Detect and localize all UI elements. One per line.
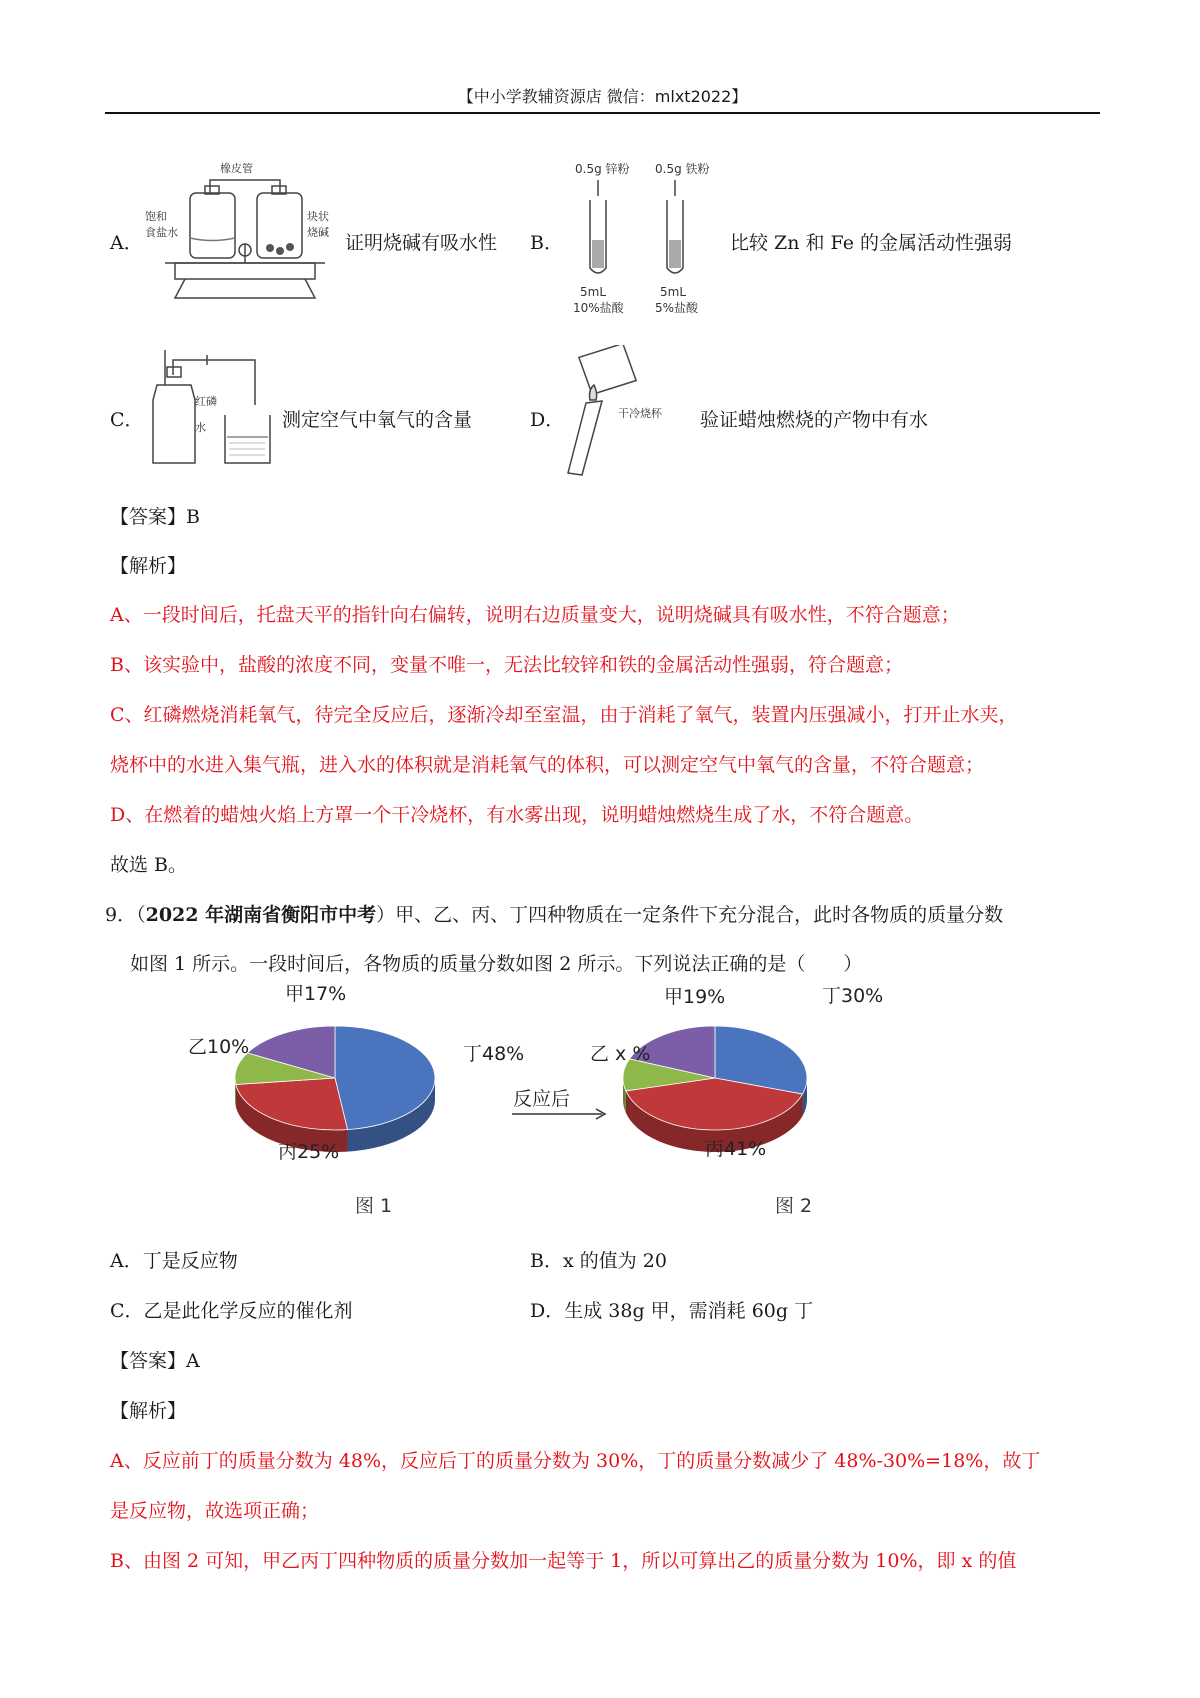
q9-analysis-heading: 【解析】	[110, 1400, 187, 1422]
dry-cold-beaker-label: 干冷烧杯	[618, 407, 662, 420]
q8-option-d-text: 验证蜡烛燃烧的产物中有水	[700, 409, 929, 431]
hcl2-volume-label: 5mL	[660, 285, 687, 299]
q8-analysis-line: A、一段时间后，托盘天平的指针向右偏转，说明右边质量变大，说明烧碱具有吸水性，不符合题意；	[110, 604, 960, 626]
q9-source: 2022 年湖南省衡阳市中考	[145, 904, 377, 926]
rubber-tube-label: 橡皮管	[220, 162, 253, 175]
red-phosphorus-label: 红磷	[195, 395, 217, 408]
q9-option-d: D．生成 38g 甲，需消耗 60g 丁	[530, 1300, 814, 1322]
page-header: 【中小学教辅资源店 微信：mlxt2022】	[457, 87, 748, 106]
naoh-label-1: 块状	[307, 210, 329, 223]
q8-option-b-text: 比较 Zn 和 Fe 的金属活动性强弱	[730, 232, 1012, 254]
q8-analysis-line: B、该实验中，盐酸的浓度不同，变量不唯一，无法比较锌和铁的金属活动性强弱，符合题意；	[110, 654, 903, 676]
pie2-label-jia: 甲19%	[664, 986, 726, 1008]
pie1-label-jia: 甲17%	[285, 983, 347, 1005]
reaction-arrow-label: 反应后	[513, 1088, 571, 1110]
zinc-label: 0.5g 锌粉	[575, 162, 630, 176]
pie2-label-ding: 丁30%	[822, 985, 884, 1007]
q9-option-a: A．丁是反应物	[110, 1250, 238, 1272]
q9-option-b: B．x 的值为 20	[530, 1250, 667, 1272]
q8-analysis-heading: 【解析】	[110, 555, 187, 577]
pie-chart-1	[235, 1026, 435, 1152]
pie2-label-bing: 丙41%	[705, 1138, 767, 1160]
q8-analysis-line: D、在燃着的蜡烛火焰上方罩一个干冷烧杯，有水雾出现，说明蜡烛燃烧生成了水，不符合题意。	[110, 804, 924, 826]
q9-pie-charts	[160, 980, 920, 1225]
iron-label: 0.5g 铁粉	[655, 162, 710, 176]
pie1-label-ding: 丁48%	[463, 1043, 525, 1065]
q9-option-c: C．乙是此化学反应的催化剂	[110, 1300, 353, 1322]
q8-answer: 【答案】B	[110, 506, 200, 528]
header-rule	[105, 112, 1100, 114]
q8-option-d-label: D．	[530, 409, 565, 431]
q8-figure-d-candle	[560, 345, 690, 480]
q8-option-a-text: 证明烧碱有吸水性	[345, 232, 498, 254]
q9-analysis-line: 是反应物，故选项正确；	[110, 1500, 320, 1522]
q8-option-c-label: C．	[110, 409, 144, 431]
q9-analysis-line: A、反应前丁的质量分数为 48%，反应后丁的质量分数为 30%，丁的质量分数减少了 48%-30%=18%，故丁	[110, 1450, 1041, 1472]
q8-analysis-line: C、红磷燃烧消耗氧气，待完全反应后，逐渐冷却至室温，由于消耗了氧气，装置内压强减小，打开止水夹，	[110, 704, 1018, 726]
pie1-label-bing: 丙25%	[278, 1141, 340, 1163]
naoh-label-2: 烧碱	[307, 226, 329, 239]
water-label: 水	[195, 421, 206, 434]
pie-chart-2	[623, 1026, 807, 1152]
q8-figure-a-balance	[145, 158, 340, 303]
q9-stem-line-2: 如图 1 所示。一段时间后，各物质的质量分数如图 2 所示。下列说法正确的是（ ）	[130, 953, 863, 975]
q8-analysis-line: 烧杯中的水进入集气瓶，进入水的体积就是消耗氧气的体积，可以测定空气中氧气的含量，不符合题意；	[110, 754, 985, 776]
saline-label-2: 食盐水	[145, 226, 178, 239]
pie1-label-yi: 乙10%	[188, 1036, 250, 1058]
q9-analysis-line: B、由图 2 可知，甲乙丙丁四种物质的质量分数加一起等于 1，所以可算出乙的质量分数为 10%，即 x 的值	[110, 1550, 1017, 1572]
fig2-caption: 图 2	[775, 1195, 813, 1217]
q8-conclusion: 故选 B。	[110, 854, 188, 876]
q8-figure-b-tubes	[570, 158, 720, 318]
hcl1-conc-label: 10%盐酸	[573, 301, 624, 315]
hcl1-volume-label: 5mL	[580, 285, 607, 299]
fig1-caption: 图 1	[355, 1195, 393, 1217]
pie2-label-yi: 乙 x %	[590, 1043, 651, 1065]
q8-option-b-label: B．	[530, 232, 563, 254]
q9-answer: 【答案】A	[110, 1350, 200, 1372]
q8-option-a-label: A．	[110, 232, 143, 254]
q8-option-c-text: 测定空气中氧气的含量	[282, 409, 473, 431]
hcl2-conc-label: 5%盐酸	[655, 301, 699, 315]
q8-figure-c-apparatus	[145, 345, 275, 470]
saline-label-1: 饱和	[145, 210, 167, 223]
q9-stem-line-1: 9．（2022 年湖南省衡阳市中考）甲、乙、丙、丁四种物质在一定条件下充分混合，此时各物质的质量分数	[105, 904, 1004, 926]
